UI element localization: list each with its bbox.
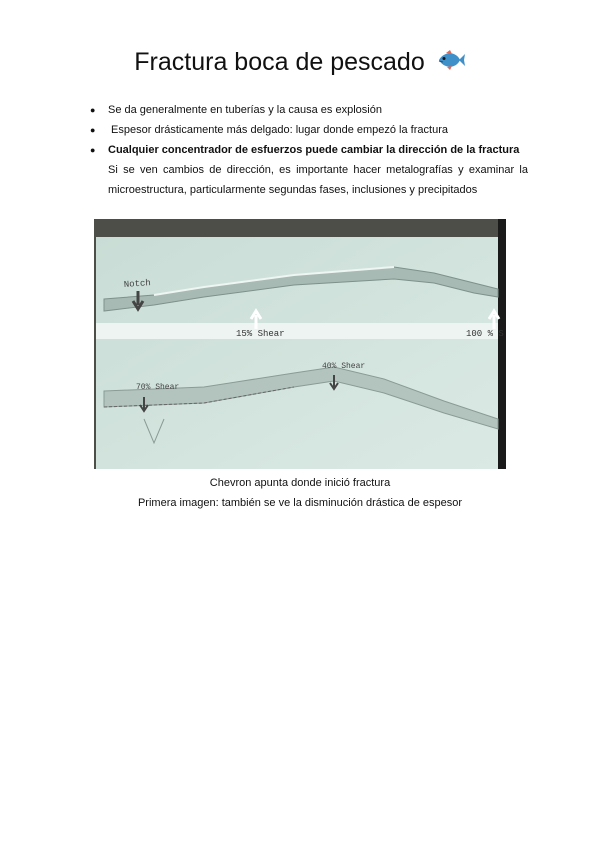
fish-icon xyxy=(436,49,466,78)
bullet-text: Se da generalmente en tuberías y la causa es explosión xyxy=(108,104,382,116)
bullet-text: Espesor drásticamente más delgado: lugar donde empezó la fractura xyxy=(108,124,448,136)
title-text: Fractura boca de pescado xyxy=(134,48,425,76)
bullet-list xyxy=(88,100,528,200)
fracture-photo xyxy=(94,219,506,469)
shear100-label: 100 % S xyxy=(466,329,504,339)
shear40-label: 40% Shear xyxy=(322,362,366,371)
bullet-dot: ● xyxy=(90,145,96,155)
caption-first-image: Primera imagen: también se ve la disminución drástica de espesor xyxy=(137,497,463,509)
bullet-item xyxy=(88,140,528,160)
page-title xyxy=(0,48,600,78)
shear70-label: 70% Shear xyxy=(136,383,180,392)
caption-chevron: Chevron apunta donde inició fractura xyxy=(209,477,391,489)
bullet-item xyxy=(88,120,528,140)
bullet-text: Cualquier concentrador de esfuerzos puede cambiar la dirección de la fractura xyxy=(108,144,520,156)
bullet-dot: ● xyxy=(90,105,96,115)
explanation-paragraph: Si se ven cambios de dirección, es importante hacer metalografías y examinar la microestructura, particularmente segundas fases, inclusiones y precipitados xyxy=(108,164,528,196)
bullet-item xyxy=(88,100,528,120)
notch-label: Notch xyxy=(123,278,152,290)
shear15-label: 15% Shear xyxy=(236,329,285,339)
bullet-dot: ● xyxy=(90,125,96,135)
